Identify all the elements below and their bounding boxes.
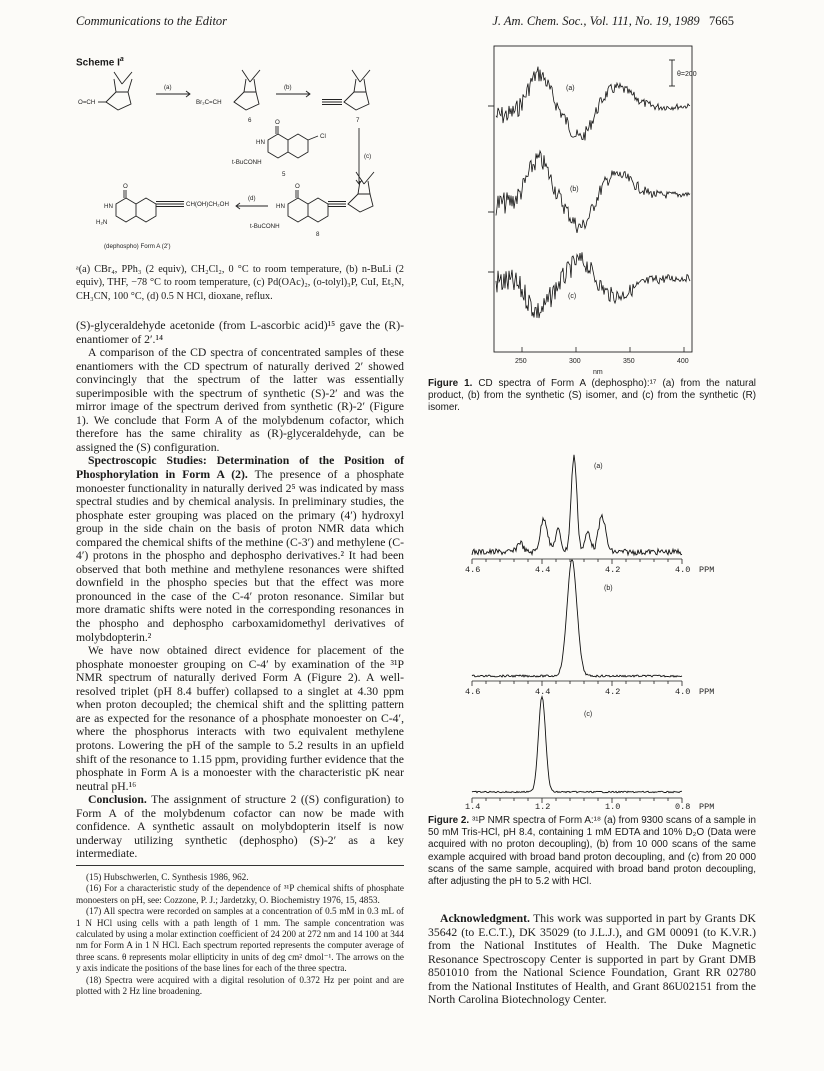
chloro-label: Cl <box>320 133 326 140</box>
acknowledgment <box>428 912 756 1007</box>
axis-c-tick-3: 0.8 <box>675 802 691 810</box>
trace-label-c: (c) <box>568 293 577 300</box>
left-column-body <box>76 319 404 861</box>
arrow-d-label: (d) <box>248 195 256 202</box>
cd-trace-b <box>496 151 690 233</box>
footnote-18: (18) Spectra were acquired with a digital resolution of 0.372 Hz per point and are plotted with 2 Hz line broadening. <box>76 974 404 997</box>
side-chain-label: CH(OH)CH₂OH <box>186 201 229 208</box>
footnote-15: (15) Hubschwerlen, C. Synthesis 1986, 962. <box>86 872 249 882</box>
figure1-frame <box>494 46 692 352</box>
tick-350: 350 <box>623 358 635 365</box>
compound-6-label: 6 <box>248 117 252 124</box>
cd-trace-a <box>496 67 690 141</box>
axis-c-tick-1: 1.2 <box>535 802 551 810</box>
paragraph-2: A comparison of the CD spectra of concentrated samples of these enantiomers with the CD spectrum of naturally derived 2′ showed convincingly that the spectrum of the latter was essentially superimposible with the spectrum of synthetic (S)-2′ and was the mirror image of the spectrum derived from synthetic (R)-2′ (Figure 1). We conclude that Form A of the molybdenum cofactor, which therefore has the same chirality as (R)-glyceraldehyde, can be assigned the (S) configuration. <box>76 346 404 454</box>
arrow-c-label: (c) <box>364 153 372 160</box>
nmr-trace-b <box>472 560 682 677</box>
cd-trace-c <box>496 252 690 318</box>
figure1-cd-spectra <box>488 44 702 378</box>
compound-8-label: 8 <box>316 231 320 238</box>
oxo-8-label: O <box>295 183 300 190</box>
tbuconh-8-label: t-BuCONH <box>250 223 280 230</box>
compound-7-label: 7 <box>356 117 360 124</box>
product-label: (dephospho) Form A (2') <box>104 243 171 250</box>
axis-a-tick-2: 4.2 <box>605 565 621 575</box>
figure2-caption: Figure 2. ³¹P NMR spectra of Form A:¹⁸ (a) from 9300 scans of a sample in 50 mM Tris-HCl, pH 8.4, containing 1 mM EDTA and 10% D₂O (Data were acquired with no proton decoupling), (b) from 10 000 scans of the same example acquired with broad band proton decoupling, and (c) from 20 000 scans of the same sample, acquired with broad band proton decoupling, after adjusting the pH to 5.2 with HCl. <box>428 815 756 888</box>
arrow-a-label: (a) <box>164 84 172 91</box>
running-header-left: Communications to the Editor <box>76 14 228 28</box>
tick-250: 250 <box>515 358 527 365</box>
acknowledgment-text: This work was supported in part by Grants DK 35642 (to E.C.T.), DK 35029 (to J.L.J.), and GM 00091 (to K.V.R.) from the National Institutes of Health. The Duke Magnetic Resonance Spectroscopy Center is supported in part by Grant DMB 8501010 from the National Science Foundation, Grant RR 02780 from the National Institutes of Health, and Grant 86U02151 from the North Carolina Biotechnology Center. <box>428 912 756 1007</box>
trace-label-a: (a) <box>566 85 575 92</box>
axis-a-tick-0: 4.6 <box>465 565 481 575</box>
figure2-nmr-spectra <box>432 424 722 810</box>
start-aldehyde-label: O=CH <box>78 99 96 106</box>
hn-8-label: HN <box>276 203 285 210</box>
page-number: 7665 <box>709 14 734 28</box>
footnote-divider <box>76 865 404 866</box>
axis-b-tick-1: 4.4 <box>535 687 551 697</box>
heading-spectroscopic: Spectroscopic Studies: Determination of the Position of Phosphorylation in Form A (2). <box>76 454 404 482</box>
running-header-right <box>492 14 734 29</box>
hn-5-label: HN <box>256 139 265 146</box>
axis-b-unit: PPM <box>699 687 715 697</box>
heading-conclusion: Conclusion. <box>88 793 147 807</box>
footnote-17: (17) All spectra were recorded on samples at a concentration of 0.5 mM in 0.3 mL of 1 N HCl using cells with a path length of 1 mm. The sample concentration was calculated by using a molar extinction coefficient of 24 200 at 272 nm and 14 100 at 344 nm for Form A in 1 N HCl. Each spectrum reported represents the computer average of three scans. θ represents molar ellipticity in units of deg cm² dmol⁻¹. The arrows on the y axis indicate the positions of the base lines for each of the three spectra. <box>76 906 404 974</box>
figure1-caption: Figure 1. CD spectra of Form A (dephospho):¹⁷ (a) from the natural product, (b) from the synthetic (S) isomer, and (c) from the synthetic (R) isomer. <box>428 378 757 414</box>
nmr-label-c: (c) <box>584 711 593 718</box>
nmr-trace-a <box>472 455 682 555</box>
axis-b-tick-3: 4.0 <box>675 687 691 697</box>
journal-citation: J. Am. Chem. Soc., Vol. 111, No. 19, 1989 <box>492 14 700 28</box>
oxo-5-label: O <box>275 119 280 126</box>
arrow-b-label: (b) <box>284 84 292 91</box>
compound-5-label: 5 <box>282 171 286 178</box>
paragraph-1: (S)-glyceraldehyde acetonide (from L-ascorbic acid)¹⁵ gave the (R)-enantiomer of 2′.¹⁴ <box>76 319 404 346</box>
axis-c-tick-0: 1.4 <box>465 802 481 810</box>
axis-c-unit: PPM <box>699 802 715 810</box>
x-unit: nm <box>593 369 603 376</box>
scheme-footnote: ᵃ(a) CBr₄, PPh₃ (2 equiv), CH₂Cl₂, 0 °C to room temperature, (b) n-BuLi (2 equiv), THF, −78 °C to room temperature, (c) Pd(OAc)₂, (o-tolyl)₃P, CuI, Et₃N, CH₃CN, 100 °C, (d) 0.5 N HCl, dioxane, reflux. <box>76 264 404 302</box>
footnote-16: (16) For a characteristic study of the dependence of ³¹P chemical shifts of phosphate monoesters on pH, see: Cozzone, P. J.; Jardetzky, O. Biochemistry 1976, 15, 4853. <box>76 883 404 905</box>
axis-b-tick-0: 4.6 <box>465 687 481 697</box>
footnotes <box>76 872 404 997</box>
tick-300: 300 <box>569 358 581 365</box>
scheme-diagram <box>76 64 404 260</box>
scheme-title: Scheme $I^a$ <box>76 56 124 69</box>
hn-2-label: HN <box>104 203 113 210</box>
acknowledgment-heading: Acknowledgment. <box>440 912 530 925</box>
oxo-2-label: O <box>123 183 128 190</box>
paragraph-3: Spectroscopic Studies: Determination of the Position of Phosphorylation in Form A (2). The presence of a phosphate monoester functionality in naturally derived 2⁵ was indicated by mass spectral studies and by chemical analysis. In preliminary studies, the phosphate ester grouping was placed on the primary (4′) hydroxyl group in the side chain on the basis of proton NMR data which compared the chemical shifts of the methine (C-3′) and methylene (C-4′) protons in the phospho and dephospho derivatives.² It had been observed that both methine and methylene resonances were shifted downfield in the phospho species but that the effect was more pronounced in the case of the C-4′ proton resonance. Similar but more dramatic shifts were noted in the corresponding resonances in the phospho and dephospho carboxamidomethyl derivatives of molybdopterin.² <box>76 454 404 644</box>
axis-a-tick-1: 4.4 <box>535 565 551 575</box>
tbuconh-5-label: t-BuCONH <box>232 159 262 166</box>
dibromo-label: Br₂C=CH <box>196 99 222 106</box>
trace-label-b: (b) <box>570 186 579 193</box>
axis-a-unit: PPM <box>699 565 715 575</box>
axis-b-tick-2: 4.2 <box>605 687 621 697</box>
tick-400: 400 <box>677 358 689 365</box>
scale-label: θ=200 <box>677 71 697 78</box>
axis-c-tick-2: 1.0 <box>605 802 621 810</box>
nmr-label-b: (b) <box>604 585 613 592</box>
h2n-label: H₂N <box>96 219 108 226</box>
nmr-label-a: (a) <box>594 463 603 470</box>
paragraph-4: We have now obtained direct evidence for placement of the phosphate monoester grouping on C-4′ by examination of the ³¹P NMR spectrum of naturally derived Form A (Figure 2). A well-resolved triplet (pH 8.4 buffer) collapsed to a singlet at 4.30 ppm when proton decoupled; the chemical shift and the splitting pattern are as expected for the resonance of a phosphate monoester on C-4′, where the phosphorus interacts with two equivalent methylene protons. Lowering the pH of the sample to 5.2 results in an upfield shift of the resonance to 1.15 ppm, providing further evidence that the phosphate in Form A is a monoester with the characteristic pK near neutral pH.¹⁶ <box>76 644 404 793</box>
paragraph-5: Conclusion. The assignment of structure 2 ((S) configuration) to Form A of the molybdenum cofactor can now be made with confidence. A synthetic assault on molybdopterin itself is now underway utilizing synthetic (dephospho) (S)-2′ as a key intermediate. <box>76 793 404 861</box>
nmr-trace-c <box>472 697 682 793</box>
axis-a-tick-3: 4.0 <box>675 565 691 575</box>
